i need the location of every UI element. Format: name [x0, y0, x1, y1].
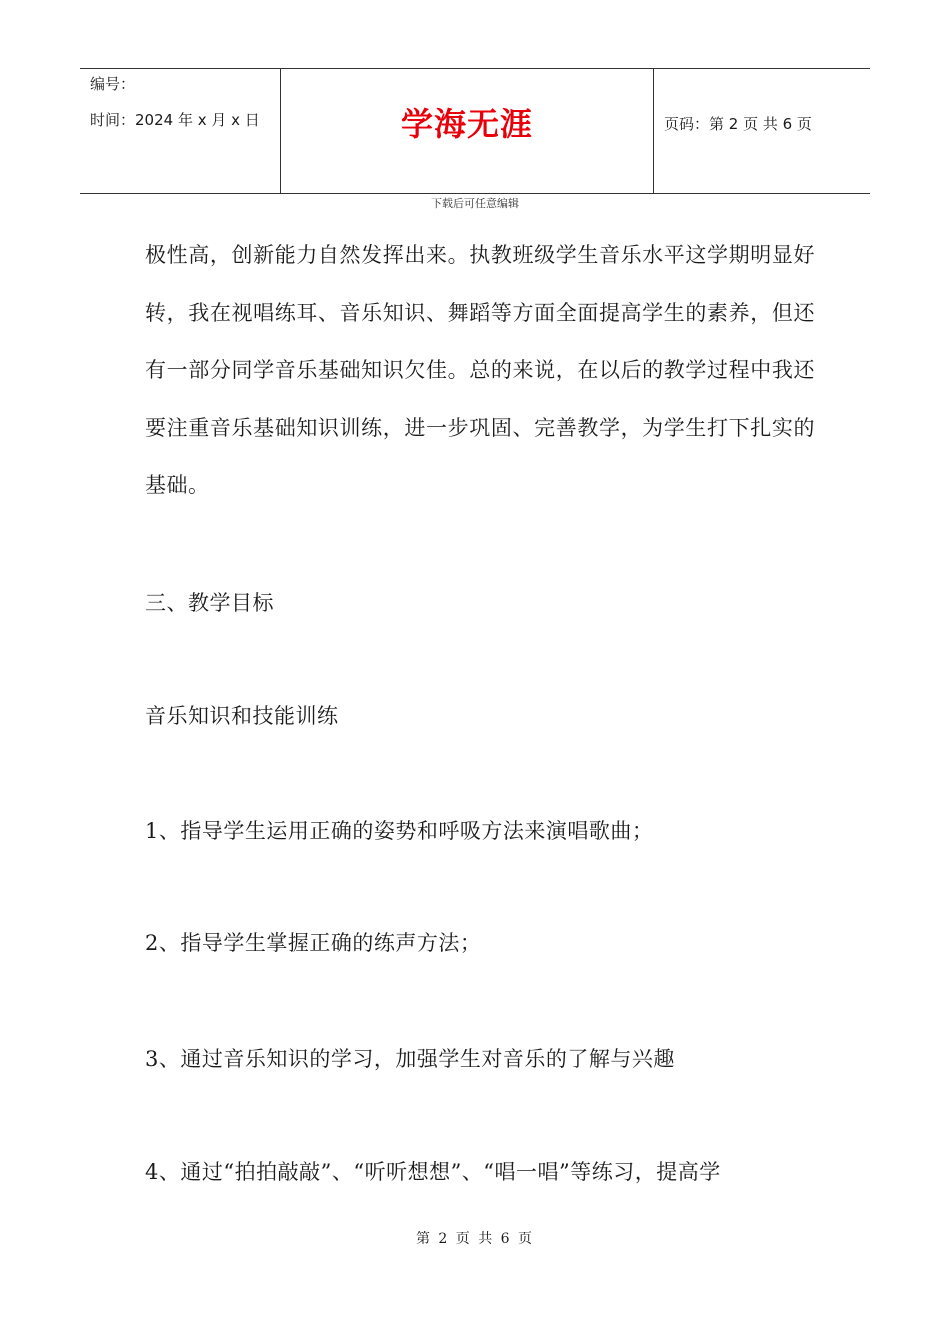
page-number-label: 页码：第 2 页 共 6 页: [664, 115, 812, 133]
list-item: 4、通过“拍拍敲敲”、“听听想想”、“唱一唱”等练习，提高学: [145, 1160, 721, 1184]
document-header: [80, 68, 870, 194]
list-item: 1、指导学生运用正确的姿势和呼吸方法来演唱歌曲；: [145, 819, 654, 843]
list-item: 2、指导学生掌握正确的练声方法；: [145, 931, 482, 955]
brand-title: 学海无涯: [400, 105, 533, 143]
page-footer: 第 2 页 共 6 页: [415, 1231, 535, 1247]
download-note: 下载后可任意编辑: [431, 197, 519, 210]
header-middle-cell: [281, 69, 654, 193]
date-label: 时间：2024 年 x 月 x 日: [90, 111, 260, 129]
subheading: 音乐知识和技能训练: [145, 704, 339, 728]
header-left-cell: [80, 69, 281, 193]
section-heading: 三、教学目标: [145, 591, 274, 615]
serial-number-label: 编号：: [90, 75, 136, 93]
body-paragraph: 极性高，创新能力自然发挥出来。执教班级学生音乐水平这学期明显好转，我在视唱练耳、音乐知识、舞蹈等方面全面提高学生的素养，但还有一部分同学音乐基础知识欠佳。总的来说，在以后的教学过程中我还要注重音乐基础知识训练，进一步巩固、完善教学，为学生打下扎实的基础。: [145, 243, 815, 497]
header-right-cell: [654, 69, 870, 193]
list-item: 3、通过音乐知识的学习，加强学生对音乐的了解与兴趣: [145, 1047, 675, 1071]
